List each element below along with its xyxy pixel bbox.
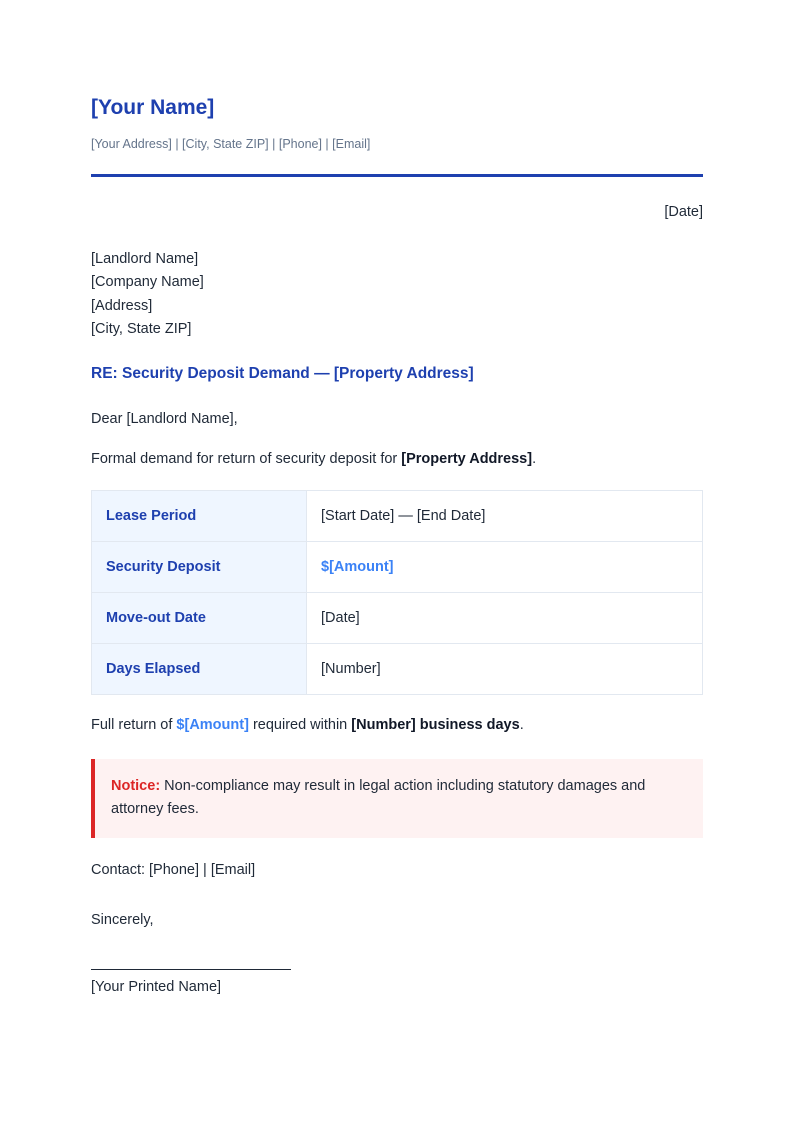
- full-return-end: .: [519, 717, 524, 733]
- printed-name: [Your Printed Name]: [91, 979, 222, 995]
- signature-line: [91, 969, 291, 970]
- table-value: [Start Date] — [End Date]: [307, 491, 703, 542]
- sender-name: [Your Name]: [91, 96, 215, 119]
- full-return-paragraph: [91, 716, 524, 734]
- letter-date: [Date]: [664, 204, 703, 220]
- sender-address: [Your Address]: [91, 137, 172, 151]
- intro-end: .: [532, 451, 537, 467]
- table-label: Days Elapsed: [92, 644, 307, 695]
- recipient-company-name: [Company Name]: [91, 274, 204, 291]
- sender-contact-line: [91, 136, 370, 152]
- intro-paragraph: [91, 450, 536, 468]
- recipient-landlord-name: [Landlord Name]: [91, 251, 199, 267]
- subject-line: RE: Security Deposit Demand — [Property Address]: [91, 365, 474, 382]
- notice-label: Notice:: [111, 778, 161, 794]
- table-row: [92, 593, 703, 644]
- intro-property: [Property Address]: [401, 451, 533, 467]
- sender-city-state-zip: [City, State ZIP]: [182, 137, 269, 151]
- salutation: Dear [Landlord Name],: [91, 411, 238, 427]
- full-return-prefix: Full return of: [91, 717, 177, 733]
- table-value: [Date]: [307, 593, 703, 644]
- sender-phone: [Phone]: [278, 137, 322, 151]
- header-divider: [91, 174, 703, 177]
- notice-callout: [91, 759, 703, 838]
- table-label: Move-out Date: [92, 593, 307, 644]
- recipient-city-state-zip: [City, State ZIP]: [91, 320, 192, 337]
- recipient-address: [Address]: [91, 297, 153, 314]
- table-value: [Number]: [307, 644, 703, 695]
- full-return-deadline: [Number] business days: [351, 717, 520, 733]
- recipient-block: [91, 248, 204, 341]
- separator: |: [321, 137, 333, 151]
- table-row: [92, 491, 703, 542]
- full-return-amount: $[Amount]: [176, 717, 249, 733]
- closing: Sincerely,: [91, 912, 154, 928]
- intro-text: Formal demand for return of security deposit for: [91, 451, 402, 467]
- table-label: Security Deposit: [92, 542, 307, 593]
- full-return-middle: required within: [248, 717, 352, 733]
- table-row: [92, 644, 703, 695]
- contact-line: Contact: [Phone] | [Email]: [91, 862, 256, 878]
- table-row: [92, 542, 703, 593]
- table-label: Lease Period: [92, 491, 307, 542]
- deposit-details-table: [91, 490, 703, 695]
- sender-email: [Email]: [332, 137, 371, 151]
- separator: |: [171, 137, 183, 151]
- notice-text: Non-compliance may result in legal action including statutory damages and attorney fees.: [111, 778, 646, 817]
- table-value: $[Amount]: [307, 542, 703, 593]
- separator: |: [268, 137, 279, 151]
